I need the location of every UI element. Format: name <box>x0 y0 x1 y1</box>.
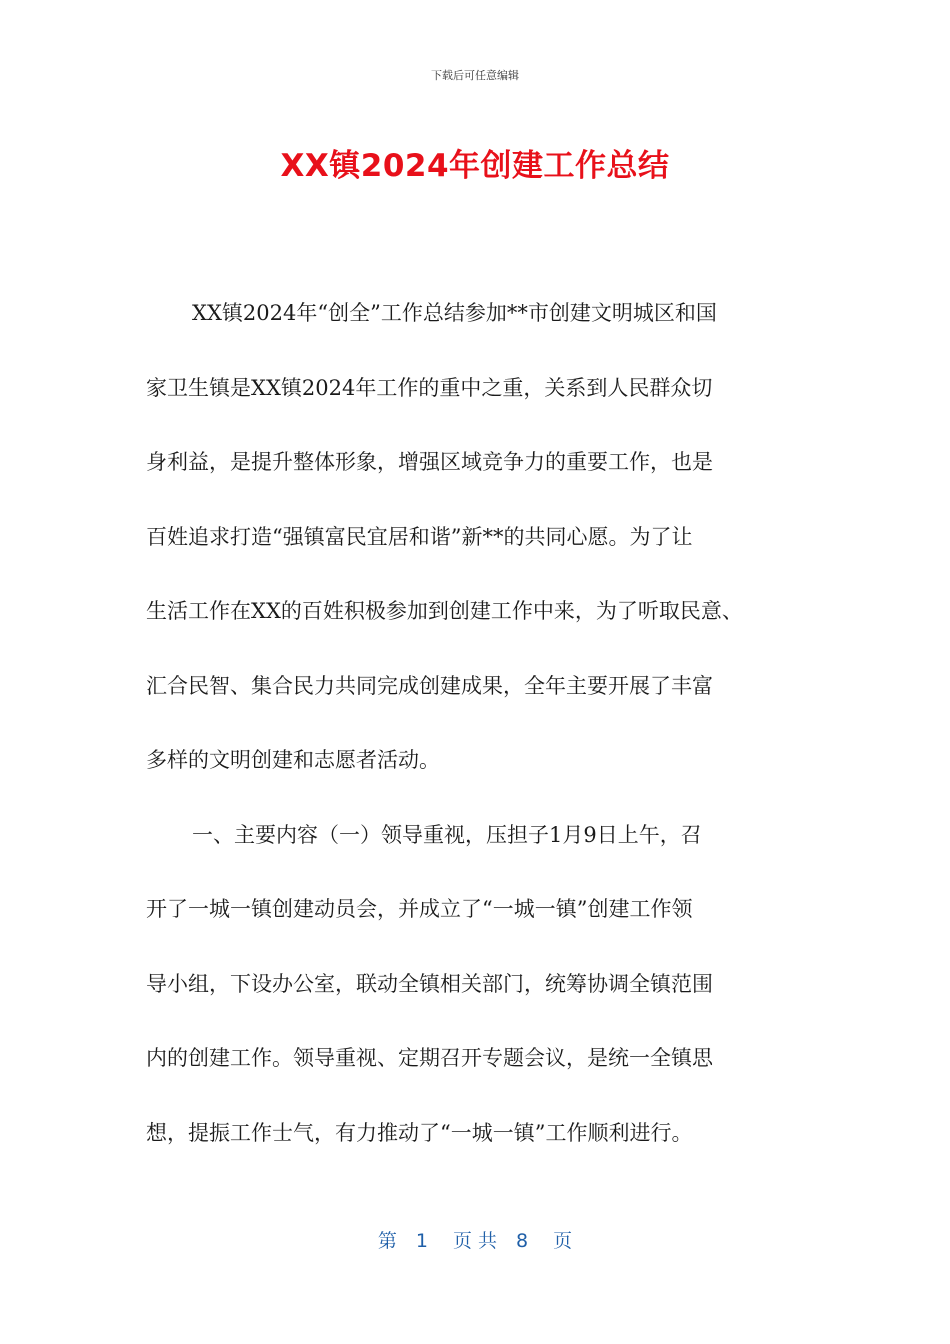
paragraph-line: 家卫生镇是XX镇2024年工作的重中之重，关系到人民群众切 <box>146 375 713 400</box>
paragraph-line: 开了一城一镇创建动员会，并成立了“一城一镇”创建工作领 <box>146 897 693 921</box>
paragraph-line: 多样的文明创建和志愿者活动。 <box>146 748 440 772</box>
paragraph-line: 身利益，是提升整体形象，增强区域竞争力的重要工作，也是 <box>146 450 713 474</box>
paragraph-1 <box>146 276 836 798</box>
paragraph-line: 一、主要内容（一）领导重视，压担子1月9日上午，召 <box>192 822 702 847</box>
document-body <box>146 276 836 1170</box>
page-number-label: 第 1 页 共 8 页 <box>377 1230 573 1252</box>
paragraph-line: 想，提振工作士气，有力推动了“一城一镇”工作顺利进行。 <box>146 1120 693 1145</box>
document-title: XX镇2024年创建工作总结 <box>280 148 670 184</box>
paragraph-line: 导小组，下设办公室，联动全镇相关部门，统筹协调全镇范围 <box>146 971 713 996</box>
paragraph-line: 生活工作在XX的百姓积极参加到创建工作中来，为了听取民意、 <box>146 599 743 623</box>
paragraph-line: XX镇2024年“创全”工作总结参加**市创建文明城区和国 <box>192 301 717 325</box>
paragraph-2 <box>146 798 836 1171</box>
paragraph-line: 汇合民智、集合民力共同完成创建成果，全年主要开展了丰富 <box>146 673 713 698</box>
page-footer <box>0 1226 950 1253</box>
header-note: 下载后可任意编辑 <box>431 69 519 82</box>
paragraph-line: 内的创建工作。领导重视、定期召开专题会议，是统一全镇思 <box>146 1046 713 1070</box>
paragraph-line: 百姓追求打造“强镇富民宜居和谐”新**的共同心愿。为了让 <box>146 524 693 549</box>
